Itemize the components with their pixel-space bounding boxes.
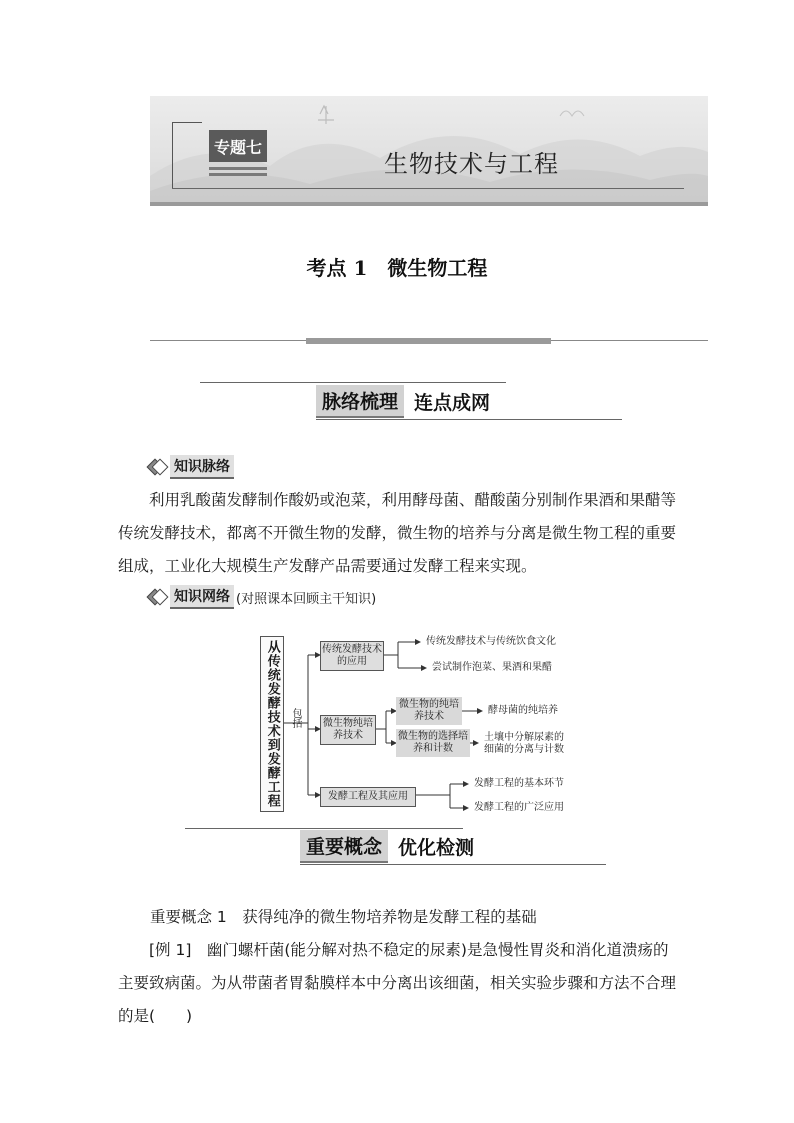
section-header-main: 脉络梳理: [316, 385, 404, 418]
section-rule-bottom: [300, 864, 606, 865]
diagram-node-selective-culture: 微生物的选择培养和计数: [396, 729, 470, 757]
diamond-icon: [148, 458, 166, 476]
section-rule-bottom: [316, 419, 622, 420]
concept-heading: 重要概念 1 获得纯净的微生物培养物是发酵工程的基础: [150, 908, 537, 926]
section-header-knowledge: [316, 386, 490, 416]
section-header-sub: 优化检测: [398, 836, 475, 859]
knowledge-context-paragraph: [118, 484, 680, 583]
diagram-leaf: 传统发酵技术与传统饮食文化: [426, 636, 556, 647]
lesson-title: 考点 1 微生物工程: [306, 256, 488, 280]
example-question: [118, 934, 680, 1033]
diagram-leaf: 土壤中分解尿素的细菌的分离与计数: [484, 732, 564, 755]
diagram-node-traditional-fermentation: 传统发酵技术的应用: [320, 641, 384, 671]
topic-tag: 专题七: [209, 130, 267, 162]
diagram-leaf: 酵母菌的纯培养: [488, 705, 558, 716]
subhead-label: 知识脉络: [170, 455, 234, 479]
diagram-leaf: 尝试制作泡菜、果酒和果醋: [432, 662, 552, 673]
topic-tag-decoration: [209, 164, 267, 176]
chapter-title: 生物技术与工程: [384, 150, 559, 178]
subhead-note: (对照课本回顾主干知识): [236, 591, 377, 607]
diagram-node-pure-culture-tech: 微生物的纯培养技术: [396, 697, 462, 725]
section-header-sub: 连点成网: [414, 391, 491, 414]
diagram-node-pure-culture: 微生物纯培养技术: [320, 715, 376, 745]
section-rule-top: [200, 382, 506, 383]
subhead-knowledge-context: [148, 456, 234, 478]
diagram-node-fermentation-engineering: 发酵工程及其应用: [320, 787, 416, 807]
diagram-leaf: 发酵工程的广泛应用: [474, 802, 564, 813]
knowledge-network-diagram: [258, 632, 578, 812]
example-text: [例 1] 幽门螺杆菌(能分解对热不稳定的尿素)是急慢性胃炎和消化道溃疡的主要致病菌。为从带菌者胃黏膜样本中分离出该细菌，相关实验步骤和方法不合理的是( ): [118, 941, 677, 1025]
chapter-banner: [150, 96, 708, 206]
subhead-knowledge-network: [148, 586, 376, 608]
section-header-concepts: [300, 831, 474, 861]
diamond-icon: [148, 588, 166, 606]
title-divider-bar: [306, 338, 551, 344]
subhead-label: 知识网络: [170, 585, 234, 609]
diagram-connector-label: 包括: [290, 708, 301, 728]
diagram-leaf: 发酵工程的基本环节: [474, 778, 564, 789]
diagram-root-node: 从传统发酵技术到发酵工程: [260, 636, 284, 812]
paragraph-text: 利用乳酸菌发酵制作酸奶或泡菜，利用酵母菌、醋酸菌分别制作果酒和果醋等传统发酵技术，都离不开微生物的发酵，微生物的培养与分离是微生物工程的重要组成，工业化大规模生产发酵产品需要通过发酵工程来实现。: [118, 491, 677, 575]
section-header-main: 重要概念: [300, 830, 388, 863]
